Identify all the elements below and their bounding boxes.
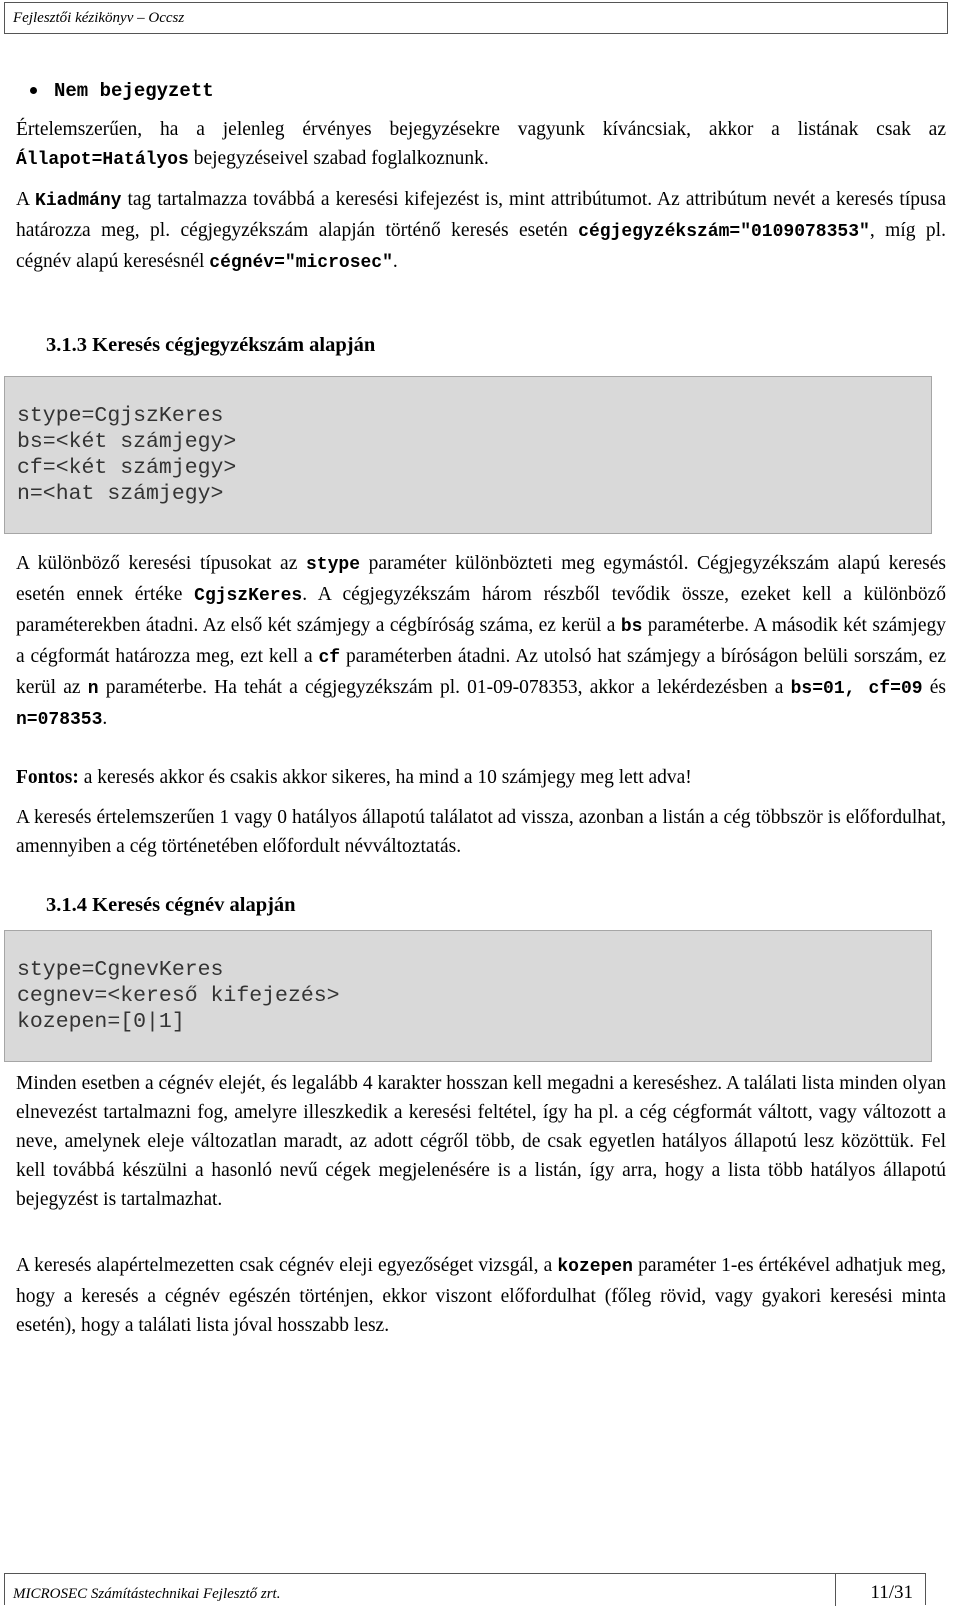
inline-code: kozepen [557,1257,633,1277]
inline-code: stype [305,555,360,575]
text: bejegyzéseivel szabad foglalkoznunk. [188,148,489,169]
text: tag tartalmazza továbbá a keresési kifejezést is, mint attribútumot. Az attribútum nevét a keresés típusa határozza meg, pl. cégjegyzékszám alapján történő keresés esetén [16,189,946,241]
inline-code: Állapot=Hatályos [16,150,189,170]
paragraph-fontos [16,763,946,792]
footer-company: MICROSEC Számítástechnikai Fejlesztő zrt. [13,1586,281,1602]
code-block-cgnev: stype=CgnevKeres cegnev=<kereső kifejezés> kozepen=[0|1] [4,930,932,1062]
text: paraméterbe. Ha tehát a cégjegyzékszám pl. 01-09-078353, akkor a lekérdezésben a [98,677,791,698]
paragraph-kozepen [16,1251,946,1340]
section-heading-cegjegyzekszam: 3.1.3 Keresés cégjegyzékszám alapján [46,334,376,356]
inline-code: bs [620,617,643,637]
inline-code: Kiadmány [35,191,122,211]
inline-code: cégjegyzékszám="0109078353" [578,222,870,242]
text: Értelemszerűen, ha a jelenleg érvényes bejegyzésekre vagyunk kíváncsiak, akkor a listának csak az [16,119,946,140]
bullet-item [54,78,214,104]
bullet-text: Nem bejegyzett [54,80,214,102]
paragraph-result-count: A keresés értelemszerűen 1 vagy 0 hatályos állapotú találatot ad vissza, azonban a listán a cég többször is előfordulhat, amennyiben a cég történetében előfordult névváltoztatás. [16,807,946,857]
inline-code: bs=01, cf=09 [790,679,923,699]
text: paraméter 1-es értékével adhatjuk meg, hogy a keresés a cégnév egészén történjen, ekkor viszont előfordulhat (főleg rövid, vagy gyakori keresési minta esetén), hogy a találati lista jóval hosszabb lesz. [16,1255,946,1336]
page-header [4,2,948,34]
text: , míg pl. cégnév alapú keresésnél [16,220,946,272]
paragraph-cegnev-rules: Minden esetben a cégnév elejét, és legalább 4 karakter hosszan kell megadni a kereséshez. A találati lista minden olyan elnevezést tartalmazni fog, amelyre illeszkedik a keresési feltétel, így ha pl. a cég cégformát váltott, vagy változott a neve, amelynek eleje változatlan maradt, az adott cégről több, de csak egyetlen hatályos állapotú lesz közöttük. Fel kell továbbá készülni a hasonló nevű cégek megjelenésére is a listán, így arra, hogy a lista több hatályos állapotú bejegyzést is tartalmazhat. [16,1073,946,1210]
inline-code: n [87,679,99,699]
footer-divider [835,1574,836,1606]
inline-code: cf [318,648,341,668]
code-block-cgjsz: stype=CgjszKeres bs=<két számjegy> cf=<két számjegy> n=<hat számjegy> [4,376,932,534]
page-footer [4,1573,926,1605]
text: paraméterben átadni. Az utolsó hat számjegy a bíróságon belüli sorszám, ez kerül az [16,646,946,698]
paragraph-kiadmany [16,185,946,278]
inline-code: cégnév="microsec" [209,253,393,273]
important-label: Fontos: [16,767,79,788]
text: és [922,677,946,698]
text: A keresés alapértelmezetten csak cégnév eleji egyezőséget vizsgál, a [16,1255,558,1276]
header-title: Fejlesztői kézikönyv – Occsz [13,10,185,26]
text: paraméter különbözteti meg egymástól. Cégjegyzékszám alapú keresés esetén ennek értéke [16,553,946,605]
inline-code: n=078353 [16,710,103,730]
text: . [392,251,398,272]
section-heading-cegnev: 3.1.4 Keresés cégnév alapján [46,894,296,916]
page-number: 11/31 [870,1582,913,1603]
text: . A cégjegyzékszám három részből tevődik össze, ezeket kell a különböző paraméterekben átadni. Az első két számjegy a cégbíróság száma, ez kerül a [16,584,946,636]
bullet-dot-icon [30,87,37,94]
text: A [16,189,36,210]
paragraph-stype [16,549,946,735]
paragraph-active-entries [16,115,946,175]
text: a keresés akkor és csakis akkor sikeres, ha mind a 10 számjegy meg lett adva! [78,767,692,788]
text: . [102,708,108,729]
text: A különböző keresési típusokat az [16,553,306,574]
text: paraméterbe. A második két számjegy a cégformát határozza meg, ezt kell a [16,615,946,667]
inline-code: CgjszKeres [194,586,303,606]
